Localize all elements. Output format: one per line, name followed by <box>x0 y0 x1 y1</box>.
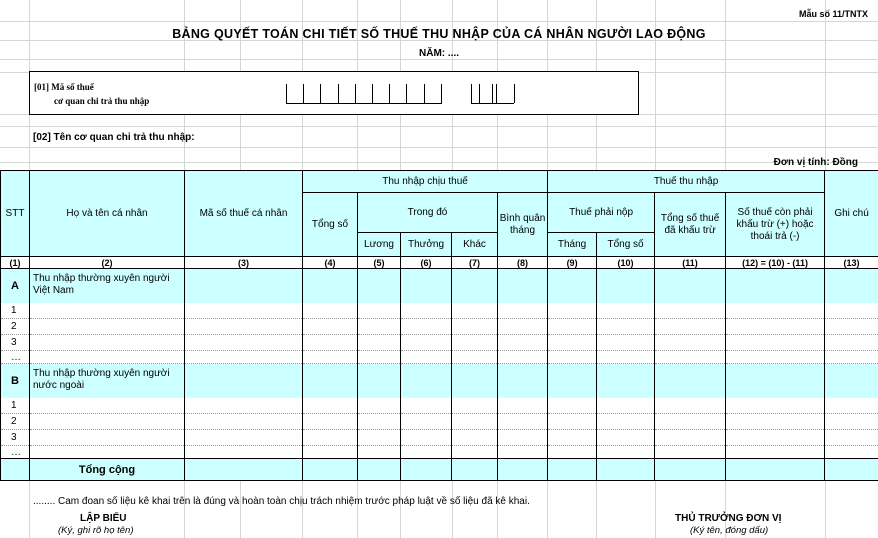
header-bonus: Thưởng <box>401 233 452 257</box>
table-cell[interactable] <box>185 335 303 351</box>
table-cell[interactable] <box>655 351 726 364</box>
digit-tick <box>441 84 442 103</box>
table-cell[interactable] <box>303 351 358 364</box>
tax-code-label: [01] Mã số thuế <box>34 82 94 92</box>
gridline <box>0 147 878 148</box>
table-cell[interactable] <box>401 303 452 319</box>
head-note: (Ký tên, đóng dấu) <box>690 525 769 536</box>
table-cell[interactable] <box>358 303 401 319</box>
table-cell[interactable] <box>30 398 185 414</box>
table-cell[interactable] <box>548 414 597 430</box>
table-cell[interactable] <box>597 335 655 351</box>
gridline <box>0 126 878 127</box>
table-cell[interactable] <box>726 319 825 335</box>
commitment-statement: ........ Cam đoan số liệu kê khai trên là đúng và hoàn toàn chịu trách nhiệm trước pháp luật về số liệu đã kê khai. <box>33 496 530 507</box>
digit-tick <box>492 84 493 103</box>
gridline <box>0 162 878 163</box>
table-cell[interactable] <box>452 335 498 351</box>
digit-tick <box>286 84 287 103</box>
table-cell[interactable] <box>452 446 498 459</box>
table-cell[interactable] <box>303 269 358 303</box>
table-cell[interactable] <box>726 303 825 319</box>
table-cell[interactable] <box>825 335 878 351</box>
table-cell[interactable] <box>30 430 185 446</box>
table-cell[interactable] <box>358 269 401 303</box>
header-income-tax: Thuế thu nhập <box>548 171 825 193</box>
form-code: Mẫu số 11/TNTX <box>798 9 868 19</box>
digit-tick <box>424 84 425 103</box>
row-number: 2 <box>1 414 30 430</box>
table-row <box>1 446 878 459</box>
section-letter: A <box>1 269 30 303</box>
header-remaining-tax: Số thuế còn phải khấu trừ (+) hoặc thoái trả (-) <box>726 193 825 257</box>
table-cell[interactable] <box>548 398 597 414</box>
table-cell[interactable] <box>401 335 452 351</box>
table-cell[interactable] <box>726 430 825 446</box>
table-cell[interactable] <box>726 335 825 351</box>
table-row <box>1 430 878 446</box>
table-cell[interactable] <box>452 364 498 398</box>
table-cell[interactable] <box>452 269 498 303</box>
section-label: Thu nhập thường xuyên người Việt Nam <box>30 269 185 303</box>
row-number: … <box>1 446 30 459</box>
column-number: (6) <box>401 257 452 269</box>
table-cell[interactable] <box>726 269 825 303</box>
header-notes: Ghi chú <box>825 171 878 257</box>
column-number: (3) <box>185 257 303 269</box>
table-cell[interactable] <box>655 430 726 446</box>
table-cell[interactable] <box>825 446 878 459</box>
table-cell[interactable] <box>358 446 401 459</box>
column-number: (8) <box>498 257 548 269</box>
table-cell[interactable] <box>498 398 548 414</box>
page-title: BẢNG QUYẾT TOÁN CHI TIẾT SỐ THUẾ THU NHẬP CỦA CÁ NHÂN NGƯỜI LAO ĐỘNG <box>172 27 706 41</box>
column-number: (11) <box>655 257 726 269</box>
digit-baseline <box>471 103 513 104</box>
header-salary: Lương <box>358 233 401 257</box>
table-row <box>1 335 878 351</box>
table-row <box>1 398 878 414</box>
table-cell[interactable] <box>498 364 548 398</box>
table-cell[interactable] <box>597 398 655 414</box>
table-cell[interactable] <box>358 414 401 430</box>
table-cell[interactable] <box>825 364 878 398</box>
table-cell[interactable] <box>185 430 303 446</box>
table-cell[interactable] <box>597 430 655 446</box>
gridline <box>0 59 878 60</box>
table-cell[interactable] <box>401 351 452 364</box>
digit-tick <box>514 84 515 103</box>
table-cell[interactable] <box>358 430 401 446</box>
table-cell[interactable] <box>401 269 452 303</box>
table-cell[interactable] <box>185 269 303 303</box>
table-cell[interactable] <box>185 398 303 414</box>
row-number: … <box>1 351 30 364</box>
table-cell[interactable] <box>452 414 498 430</box>
table-cell[interactable] <box>303 414 358 430</box>
table-cell[interactable] <box>825 303 878 319</box>
table-cell[interactable] <box>498 319 548 335</box>
digit-tick <box>406 84 407 103</box>
column-number: (9) <box>548 257 597 269</box>
table-cell[interactable] <box>825 398 878 414</box>
table-cell[interactable] <box>655 364 726 398</box>
table-cell[interactable] <box>655 303 726 319</box>
table-cell[interactable] <box>303 319 358 335</box>
table-cell[interactable] <box>30 303 185 319</box>
table-cell[interactable] <box>548 351 597 364</box>
table-cell[interactable] <box>452 303 498 319</box>
table-cell[interactable] <box>726 351 825 364</box>
column-number: (2) <box>30 257 185 269</box>
table-cell[interactable] <box>825 414 878 430</box>
tax-code-box <box>29 71 639 115</box>
table-cell[interactable] <box>548 319 597 335</box>
table-cell[interactable] <box>726 364 825 398</box>
digit-tick <box>479 84 480 103</box>
table-cell[interactable] <box>548 430 597 446</box>
table-cell[interactable] <box>597 319 655 335</box>
table-cell[interactable] <box>655 335 726 351</box>
table-cell[interactable] <box>30 335 185 351</box>
digit-tick <box>389 84 390 103</box>
header-of-which: Trong đó <box>358 193 498 233</box>
table-cell[interactable] <box>825 430 878 446</box>
table-cell[interactable] <box>30 319 185 335</box>
digit-tick <box>338 84 339 103</box>
total-label: Tổng cộng <box>30 459 185 481</box>
section-row <box>1 269 878 303</box>
table-cell[interactable] <box>548 446 597 459</box>
table-cell[interactable] <box>452 351 498 364</box>
column-number: (7) <box>452 257 498 269</box>
table-cell[interactable] <box>825 269 878 303</box>
table-cell[interactable] <box>30 351 185 364</box>
table-row <box>1 414 878 430</box>
table-cell[interactable] <box>401 398 452 414</box>
table-cell[interactable] <box>498 414 548 430</box>
table-row <box>1 303 878 319</box>
table-cell[interactable] <box>185 351 303 364</box>
table-cell[interactable] <box>597 269 655 303</box>
table-cell[interactable] <box>498 335 548 351</box>
table-cell[interactable] <box>303 335 358 351</box>
digit-tick <box>372 84 373 103</box>
header-full-name: Họ và tên cá nhân <box>30 171 185 257</box>
table-cell[interactable] <box>303 398 358 414</box>
table-cell[interactable] <box>498 303 548 319</box>
table-cell[interactable] <box>498 351 548 364</box>
row-number: 3 <box>1 430 30 446</box>
digit-tick <box>471 84 472 103</box>
table-cell[interactable] <box>401 319 452 335</box>
table-cell[interactable] <box>358 398 401 414</box>
table-cell[interactable] <box>401 430 452 446</box>
column-number: (1) <box>1 257 30 269</box>
digit-tick <box>496 84 497 103</box>
table-cell[interactable] <box>452 430 498 446</box>
table-cell[interactable] <box>401 414 452 430</box>
section-letter: B <box>1 364 30 398</box>
table-cell[interactable] <box>185 319 303 335</box>
digit-tick <box>355 84 356 103</box>
header-taxable-income: Thu nhập chịu thuế <box>303 171 548 193</box>
table-cell[interactable] <box>597 303 655 319</box>
column-number: (5) <box>358 257 401 269</box>
row-number: 2 <box>1 319 30 335</box>
digit-baseline <box>286 103 442 104</box>
header-tax-payable: Thuế phải nộp <box>548 193 655 233</box>
settlement-table <box>0 170 878 481</box>
row-number: 1 <box>1 303 30 319</box>
table-cell[interactable] <box>185 446 303 459</box>
table-cell[interactable] <box>726 398 825 414</box>
table-cell[interactable] <box>303 364 358 398</box>
table-cell[interactable] <box>548 364 597 398</box>
table-cell[interactable] <box>597 364 655 398</box>
table-cell[interactable] <box>303 446 358 459</box>
table-cell[interactable] <box>498 446 548 459</box>
table-cell[interactable] <box>30 446 185 459</box>
table-cell[interactable] <box>726 446 825 459</box>
table-cell[interactable] <box>303 303 358 319</box>
table-cell[interactable] <box>452 319 498 335</box>
table-cell[interactable] <box>726 414 825 430</box>
table-cell[interactable] <box>655 269 726 303</box>
table-cell[interactable] <box>358 364 401 398</box>
column-number: (10) <box>597 257 655 269</box>
table-cell[interactable] <box>548 269 597 303</box>
table-row <box>1 319 878 335</box>
table-cell[interactable] <box>401 446 452 459</box>
row-number: 1 <box>1 398 30 414</box>
table-row <box>1 351 878 364</box>
table-cell[interactable] <box>597 414 655 430</box>
preparer-title: LẬP BIỂU <box>80 513 127 524</box>
table-cell[interactable] <box>358 351 401 364</box>
digit-tick <box>303 84 304 103</box>
column-number: (4) <box>303 257 358 269</box>
preparer-note: (Ký, ghi rõ họ tên) <box>58 525 134 536</box>
table-cell[interactable] <box>358 335 401 351</box>
unit-label: Đơn vị tính: Đồng <box>773 157 858 168</box>
section-label: Thu nhập thường xuyên người nước ngoài <box>30 364 185 398</box>
table-cell[interactable] <box>452 398 498 414</box>
table-cell[interactable] <box>30 414 185 430</box>
table-cell[interactable] <box>548 303 597 319</box>
table-cell[interactable] <box>655 414 726 430</box>
table-cell[interactable] <box>185 414 303 430</box>
header-tax-withheld: Tổng số thuế đã khấu trừ <box>655 193 726 257</box>
column-number: (12) = (10) - (11) <box>726 257 825 269</box>
table-cell[interactable] <box>358 319 401 335</box>
section-row <box>1 364 878 398</box>
table-cell[interactable] <box>825 351 878 364</box>
table-cell[interactable] <box>655 319 726 335</box>
table-cell[interactable] <box>548 335 597 351</box>
table-cell[interactable] <box>185 303 303 319</box>
table-cell[interactable] <box>825 319 878 335</box>
table-cell[interactable] <box>303 430 358 446</box>
year-label: NĂM: .... <box>419 48 459 59</box>
table-cell[interactable] <box>498 269 548 303</box>
gridline <box>0 21 878 22</box>
table-cell[interactable] <box>597 351 655 364</box>
header-tax-total: Tổng số <box>597 233 655 257</box>
table-cell[interactable] <box>185 364 303 398</box>
row-number: 3 <box>1 335 30 351</box>
table-cell[interactable] <box>498 430 548 446</box>
digit-tick <box>320 84 321 103</box>
header-monthly-average: Bình quân tháng <box>498 193 548 257</box>
header-total: Tổng số <box>303 193 358 257</box>
header-personal-tax-code: Mã số thuế cá nhân <box>185 171 303 257</box>
payer-name-label: [02] Tên cơ quan chi trả thu nhập: <box>33 132 195 143</box>
table-cell[interactable] <box>401 364 452 398</box>
header-stt: STT <box>1 171 30 257</box>
column-number: (13) <box>825 257 878 269</box>
header-month: Tháng <box>548 233 597 257</box>
table-cell[interactable] <box>655 446 726 459</box>
header-other: Khác <box>452 233 498 257</box>
table-cell[interactable] <box>597 446 655 459</box>
head-title: THỦ TRƯỞNG ĐƠN VỊ <box>675 513 782 524</box>
table-cell[interactable] <box>655 398 726 414</box>
tax-code-sublabel: cơ quan chi trả thu nhập <box>54 96 150 106</box>
